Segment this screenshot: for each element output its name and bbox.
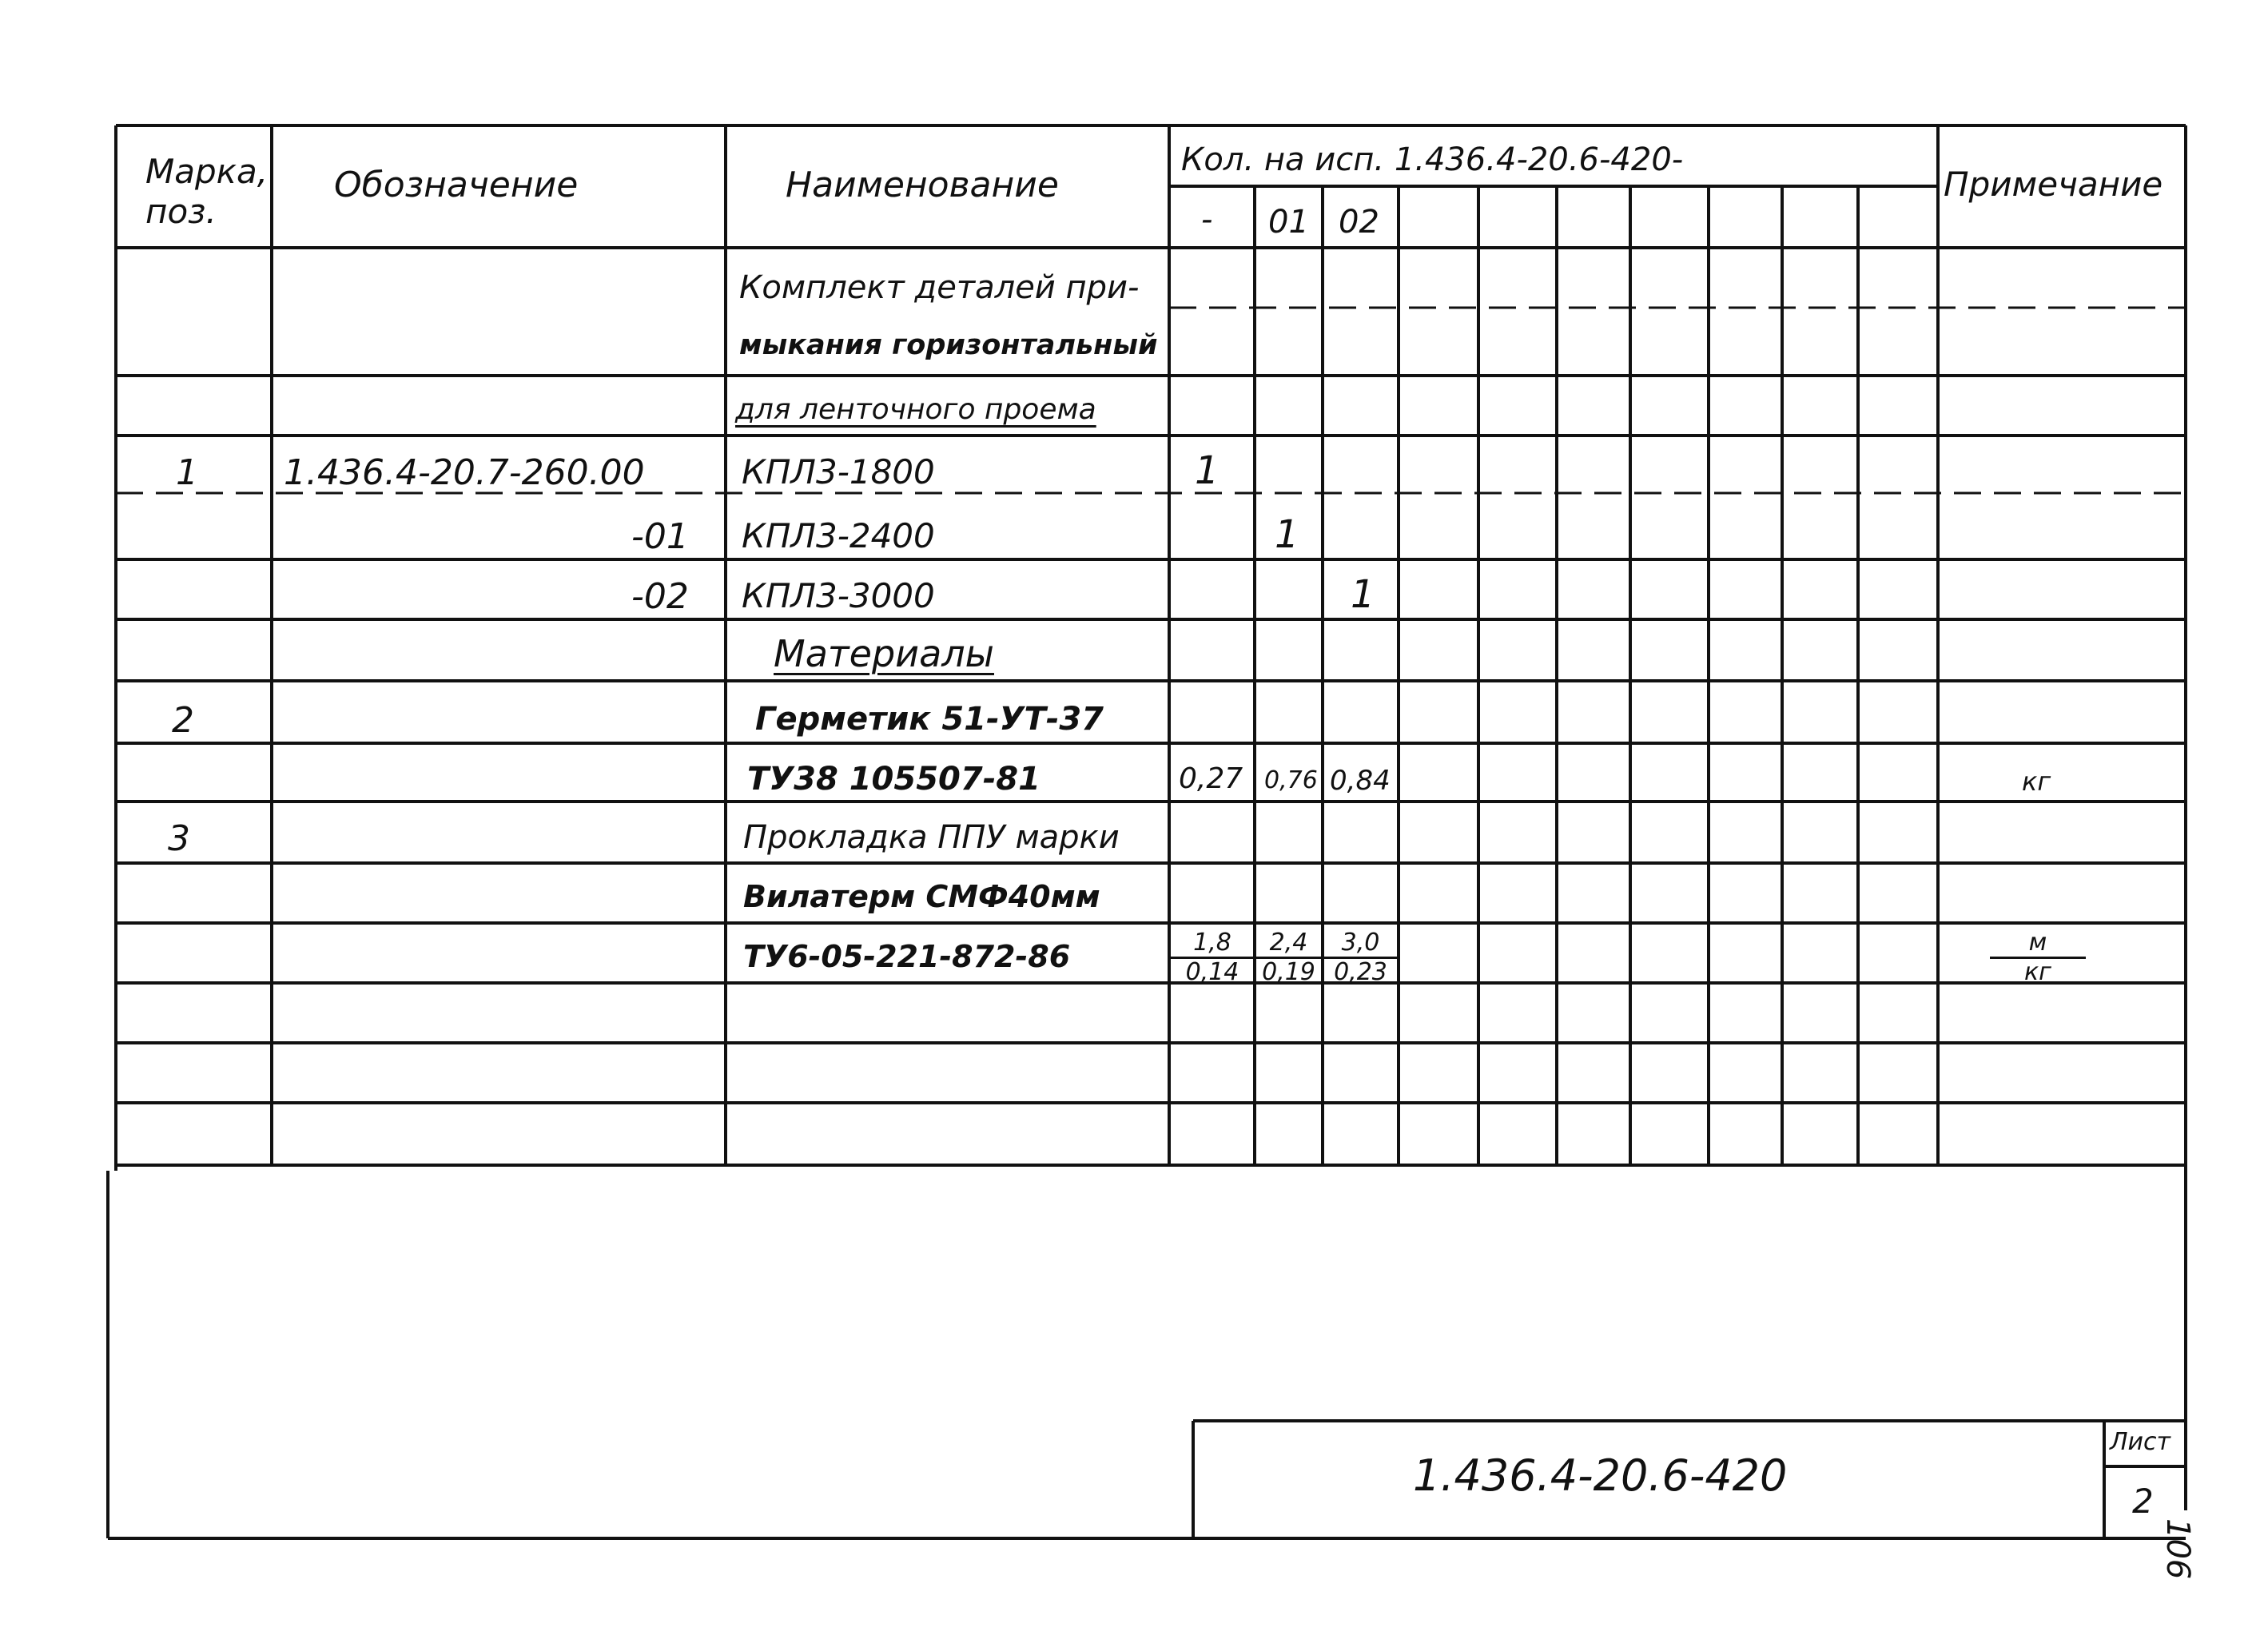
- row5-qty-0-mass: 0,14: [1185, 958, 1239, 986]
- row1-qty-0: 1: [1195, 448, 1220, 493]
- row2-designation: -01: [631, 516, 689, 557]
- row5-name-1: Прокладка ППУ марки: [743, 819, 1120, 856]
- header-name: Наименование: [786, 165, 1059, 205]
- header-mark: Марка, поз.: [145, 152, 269, 232]
- title-line-2: мыкания горизонтальный: [739, 329, 1158, 361]
- row5-qty-0: [1168, 931, 1256, 985]
- row5-qty-1: [1255, 931, 1323, 985]
- header-designation: Обозначение: [334, 165, 579, 205]
- header-qty-title: Кол. на исп. 1.436.4-20.6-420-: [1181, 141, 1684, 178]
- row3-designation: -02: [631, 576, 689, 617]
- stamp-sheet-label: Лист: [2110, 1428, 2171, 1456]
- row4-qty-0: 0,27: [1179, 762, 1243, 795]
- row4-qty-1: 0,76: [1264, 766, 1318, 794]
- title-line-1: Комплект деталей при-: [739, 269, 1140, 306]
- row1-name: КПЛ3-1800: [742, 452, 935, 491]
- header-qty-col-0: -: [1201, 201, 1213, 238]
- row3-name: КПЛ3-3000: [742, 576, 935, 615]
- row5-name-2: Вилатерм СМФ40мм: [743, 879, 1100, 914]
- header-qty-col-1: 01: [1268, 204, 1309, 241]
- materials-heading: Материалы: [774, 632, 994, 675]
- row2-qty-1: 1: [1275, 512, 1299, 557]
- row4-note: кг: [2022, 766, 2051, 797]
- stamp-code: 1.436.4-20.6-420: [1413, 1450, 1788, 1501]
- row5-qty-0-length: 1,8: [1168, 931, 1256, 959]
- margin-number: 106: [2159, 1518, 2196, 1580]
- row5-note-unit-length: м: [1990, 931, 2086, 959]
- row3-qty-2: 1: [1351, 572, 1375, 617]
- row5-qty-2: [1323, 931, 1399, 985]
- row1-designation: 1.436.4-20.7-260.00: [284, 452, 645, 493]
- row4-qty-2: 0,84: [1330, 765, 1391, 797]
- row5-qty-2-mass: 0,23: [1334, 958, 1387, 986]
- row5-mark: 3: [168, 818, 190, 859]
- row5-note-unit-mass: кг: [2024, 958, 2051, 986]
- header-note: Примечание: [1944, 165, 2163, 204]
- row5-qty-2-length: 3,0: [1323, 931, 1399, 959]
- row5-note: [1990, 931, 2086, 985]
- row5-name-3: ТУ6-05-221-872-86: [743, 939, 1071, 974]
- title-line-3: для ленточного проема: [735, 393, 1096, 426]
- row4-name-2: ТУ38 105507-81: [747, 761, 1040, 798]
- header-qty-col-2: 02: [1339, 204, 1379, 241]
- stamp-sheet-number: 2: [2132, 1482, 2154, 1521]
- row1-mark: 1: [176, 452, 198, 493]
- row5-qty-1-mass: 0,19: [1262, 958, 1315, 986]
- row4-mark: 2: [172, 700, 194, 741]
- row5-qty-1-length: 2,4: [1255, 931, 1323, 959]
- row2-name: КПЛ3-2400: [742, 516, 935, 555]
- row4-name-1: Герметик 51-УТ-37: [755, 701, 1104, 738]
